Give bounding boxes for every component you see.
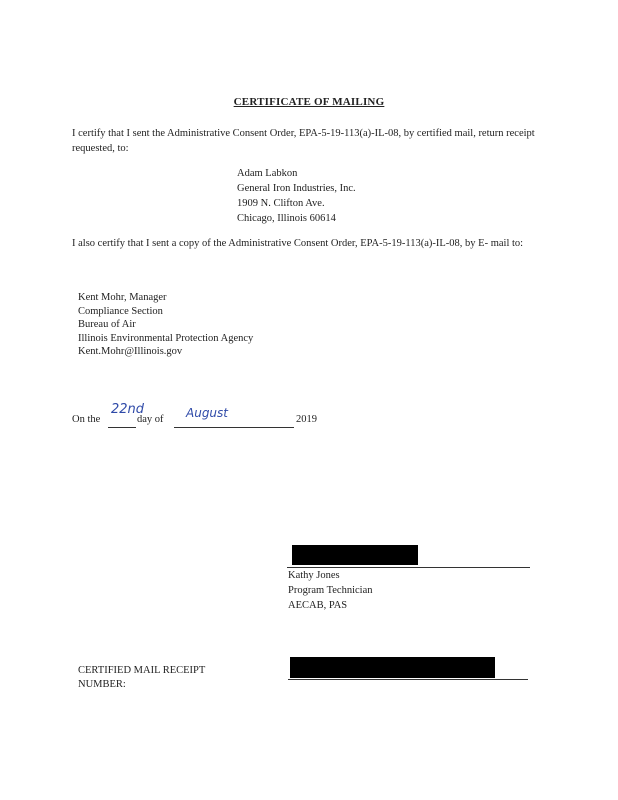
handwritten-month: August bbox=[186, 406, 228, 420]
redacted-signature bbox=[292, 545, 418, 565]
receipt-label-line1: CERTIFIED MAIL RECEIPT bbox=[78, 665, 206, 676]
certify-paragraph: I certify that I sent the Administrative Consent Order, EPA-5-19-113(a)-IL-08, by certified mail, return receipt requested, to: bbox=[72, 128, 535, 154]
recipient-line: General Iron Industries, Inc. bbox=[237, 183, 356, 194]
recipient-line: Chicago, Illinois 60614 bbox=[237, 213, 336, 224]
cc-line: Bureau of Air bbox=[78, 319, 136, 330]
signer-block bbox=[288, 568, 373, 613]
date-prefix: On the bbox=[72, 414, 101, 425]
recipient-line: Adam Labkon bbox=[237, 168, 298, 179]
receipt-number-line bbox=[288, 679, 528, 680]
date-year: 2019 bbox=[296, 414, 317, 425]
cc-recipient bbox=[78, 291, 253, 359]
receipt-label bbox=[78, 664, 205, 692]
handwritten-day: 22nd bbox=[111, 402, 145, 417]
cc-line: Kent.Mohr@Illinois.gov bbox=[78, 346, 183, 357]
cc-line: Kent Mohr, Manager bbox=[78, 292, 167, 303]
receipt-label-line2: NUMBER: bbox=[78, 679, 126, 690]
cc-line: Compliance Section bbox=[78, 305, 163, 317]
recipient-address bbox=[237, 166, 356, 226]
signer-org: AECAB, PAS bbox=[288, 600, 348, 611]
cc-line: Illinois Environmental Protection Agency bbox=[78, 332, 254, 344]
recipient-line: 1909 N. Clifton Ave. bbox=[237, 198, 325, 209]
document-title: CERTIFICATE OF MAILING bbox=[233, 96, 385, 108]
date-middle: day of bbox=[137, 414, 164, 425]
redacted-receipt-number bbox=[290, 657, 495, 678]
email-copy-paragraph: I also certify that I sent a copy of the Administrative Consent Order, EPA-5-19-113(a)-IL-08, by E- mail to: bbox=[72, 238, 524, 249]
month-underline bbox=[174, 427, 294, 428]
day-underline bbox=[108, 427, 136, 428]
signer-title: Program Technician bbox=[288, 585, 373, 596]
signer-name: Kathy Jones bbox=[288, 570, 340, 581]
